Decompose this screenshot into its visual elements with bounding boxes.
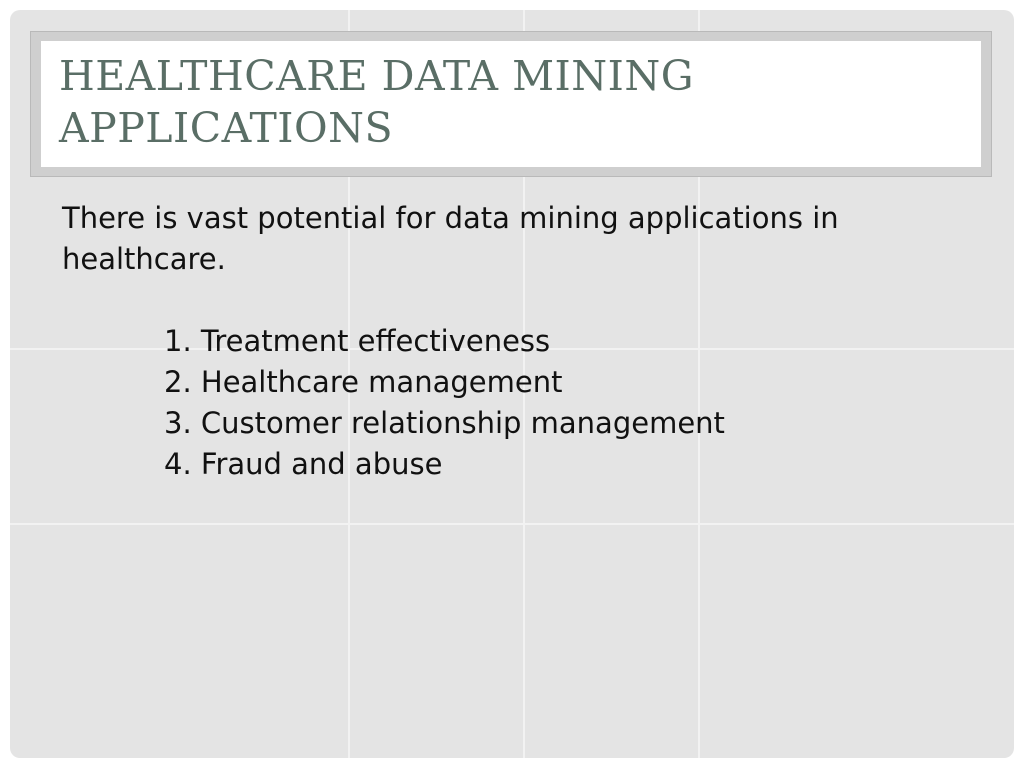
slide (10, 10, 1014, 758)
intro-text: There is vast potential for data mining applications in healthcare. (62, 201, 839, 276)
slide-body (62, 198, 982, 485)
application-list (62, 321, 982, 485)
title-line-2: APPLICATIONS (59, 104, 394, 152)
slide-title (59, 50, 694, 154)
title-frame (30, 31, 992, 177)
list-item: 3. Customer relationship management (164, 406, 725, 440)
title-box (41, 41, 981, 167)
background-grid-line (10, 523, 1014, 525)
list-item: 2. Healthcare management (164, 365, 563, 399)
list-item: 1. Treatment effectiveness (164, 324, 551, 358)
title-line-1: HEALTHCARE DATA MINING (59, 52, 694, 100)
list-item: 4. Fraud and abuse (164, 447, 443, 481)
